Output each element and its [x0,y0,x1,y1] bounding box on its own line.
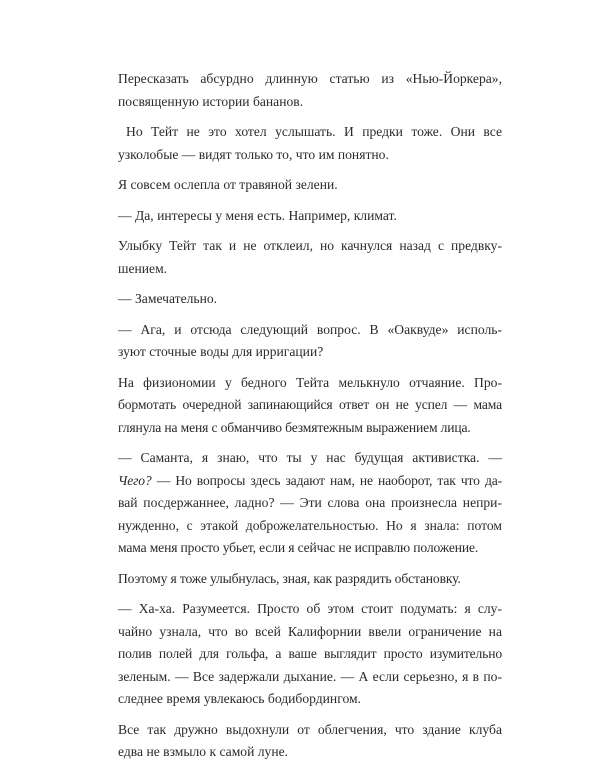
text-line: зеленым. — Все задержали дыхание. — А если серьезно, я в по- [118,668,502,684]
text-line-with-italic: Чего? — Но вопросы здесь задают нам, не наоборот, так что да- [118,472,502,488]
paragraph-3 [118,174,502,197]
paragraph-6 [118,288,502,311]
text-line: Улыбку Тейт так и не отклеил, но качнулся назад с предвку- [118,238,502,253]
text-line: Все так дружно выдохнули от облегчения, что здание клуба [118,721,502,737]
text-line: — Замечательно. [118,291,218,306]
paragraph-4 [118,205,502,228]
text-line: нужденно, с этакой доброжелательностью. Но я знала: потом [118,517,502,533]
text-line: полив полей для гольфа, а ваше выглядит просто изумительно [118,646,502,661]
text-line: Но Тейт не это хотел услышать. И предки тоже. Они все [126,124,502,139]
text-line: — Саманта, я знаю, что ты у нас будущая активистка. — [118,450,502,465]
paragraph-9 [118,447,502,560]
text-line: шением. [118,260,168,276]
paragraph-11 [118,598,502,711]
text-line: бормотать очередной запинающийся ответ он не успел — мама [118,397,502,412]
paragraph-5 [118,235,502,280]
text-line: чайно узнала, что во всей Калифорнии ввели ограничение на [118,623,502,639]
paragraph-8 [118,372,502,440]
paragraph-12 [118,719,502,764]
text-line: узколобые — видят только то, что им понятно. [118,146,389,162]
text-line: вай посдержаннее, ладно? — Эти слова она произнесла непри- [118,495,502,510]
paragraph-2 [118,121,502,166]
text-line: — Ха-ха. Разумеется. Просто об этом стоит подумать: я слу- [118,601,502,616]
text-line: На физиономии у бедного Тейта мелькнуло отчаяние. Про- [118,374,502,390]
book-page [118,68,502,772]
paragraph-7 [118,319,502,364]
text-line: мама меня просто убьет, если я сейчас не исправлю положение. [118,540,479,555]
text-line: Я совсем ослепла от травяной зелени. [118,177,338,192]
text-line: — Да, интересы у меня есть. Например, климат. [118,207,397,223]
italic-word: Чего? [118,472,152,488]
paragraph-1 [118,68,502,113]
text-line: следнее время увлекаюсь бодибордингом. [118,691,361,706]
text-line: Поэтому я тоже улыбнулась, зная, как разрядить обстановку. [118,570,461,586]
text-line: — Ага, и отсюда следующий вопрос. В «Оаквуде» исполь- [118,321,502,337]
paragraph-10 [118,568,502,591]
text-line: едва не взмыло к самой луне. [118,744,289,759]
text-line: посвященную истории бананов. [118,93,304,109]
text-line: зуют сточные воды для ирригации? [118,344,324,359]
text-line: глянула на меня с обманчиво безмятежным выражением лица. [118,419,471,435]
text-line: Пересказать абсурдно длинную статью из «Нью-Йоркера», [118,71,502,86]
